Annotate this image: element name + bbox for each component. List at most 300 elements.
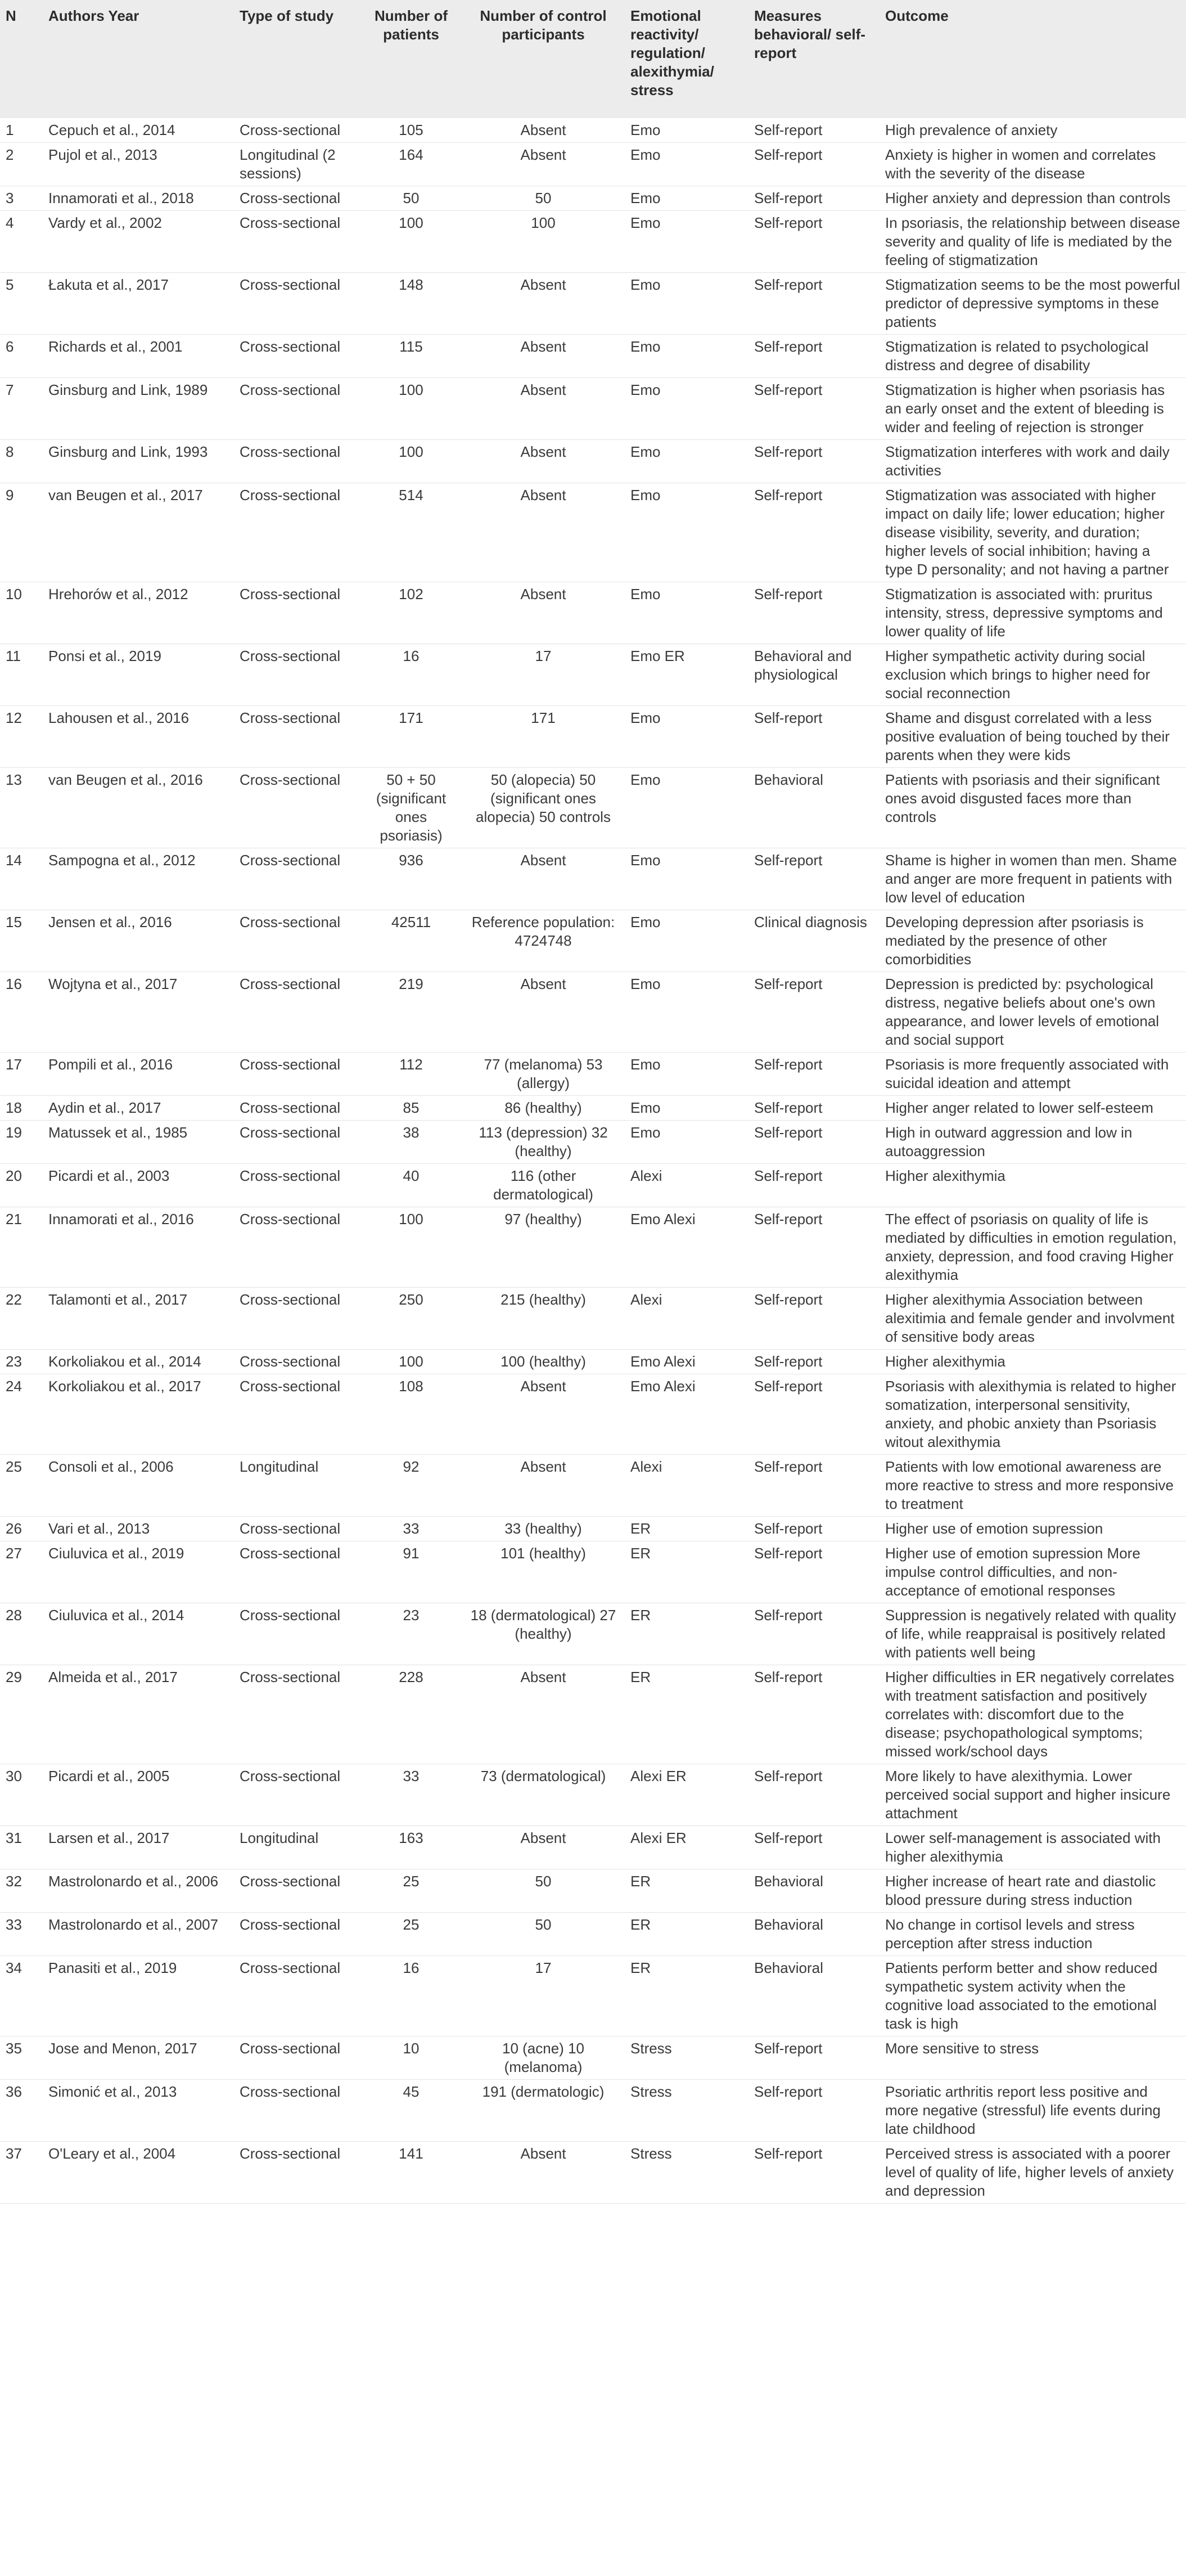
cell-emo: Stress (625, 2142, 748, 2204)
cell-emo: ER (625, 1956, 748, 2036)
cell-authors: Almeida et al., 2017 (43, 1665, 234, 1764)
cell-n: 7 (0, 378, 43, 440)
table-row (0, 440, 1186, 483)
cell-patients: 228 (360, 1665, 462, 1764)
cell-type: Cross-sectional (234, 1956, 360, 2036)
cell-outcome: Higher alexithymia Association between alexitimia and female gender and involvment of sensitive body areas (880, 1288, 1186, 1350)
table-row (0, 1288, 1186, 1350)
cell-n: 34 (0, 1956, 43, 2036)
table-row (0, 1913, 1186, 1956)
cell-controls: 33 (healthy) (462, 1517, 625, 1541)
cell-emo: Emo (625, 1053, 748, 1096)
cell-n: 33 (0, 1913, 43, 1956)
cell-type: Cross-sectional (234, 972, 360, 1053)
table-row (0, 335, 1186, 378)
table-row (0, 2080, 1186, 2142)
cell-controls: Reference population: 4724748 (462, 910, 625, 972)
cell-patients: 91 (360, 1541, 462, 1603)
cell-type: Cross-sectional (234, 1207, 360, 1288)
cell-authors: Korkoliakou et al., 2014 (43, 1350, 234, 1374)
cell-patients: 105 (360, 118, 462, 143)
cell-authors: Mastrolonardo et al., 2006 (43, 1869, 234, 1913)
cell-patients: 23 (360, 1603, 462, 1665)
cell-n: 12 (0, 706, 43, 768)
cell-controls: 97 (healthy) (462, 1207, 625, 1288)
cell-emo: Emo ER (625, 644, 748, 706)
cell-controls: 86 (healthy) (462, 1096, 625, 1121)
cell-controls: 10 (acne) 10 (melanoma) (462, 2036, 625, 2080)
table-row (0, 1121, 1186, 1164)
cell-type: Cross-sectional (234, 378, 360, 440)
table-row (0, 273, 1186, 335)
cell-n: 21 (0, 1207, 43, 1288)
table-row (0, 1374, 1186, 1455)
cell-type: Cross-sectional (234, 211, 360, 273)
cell-emo: Stress (625, 2080, 748, 2142)
cell-patients: 100 (360, 211, 462, 273)
cell-outcome: Higher alexithymia (880, 1164, 1186, 1207)
cell-authors: Vari et al., 2013 (43, 1517, 234, 1541)
cell-n: 9 (0, 483, 43, 582)
cell-controls: 17 (462, 1956, 625, 2036)
cell-measures: Self-report (748, 1374, 880, 1455)
cell-n: 18 (0, 1096, 43, 1121)
cell-outcome: Patients with psoriasis and their significant ones avoid disgusted faces more than controls (880, 768, 1186, 848)
cell-measures: Self-report (748, 1207, 880, 1288)
cell-controls: 101 (healthy) (462, 1541, 625, 1603)
table-body (0, 118, 1186, 2204)
cell-n: 13 (0, 768, 43, 848)
cell-outcome: The effect of psoriasis on quality of life is mediated by difficulties in emotion regulation, anxiety, depression, and food craving Higher alexithymia (880, 1207, 1186, 1288)
cell-n: 17 (0, 1053, 43, 1096)
cell-patients: 163 (360, 1826, 462, 1869)
cell-authors: Ciuluvica et al., 2014 (43, 1603, 234, 1665)
cell-emo: Emo (625, 143, 748, 186)
cell-measures: Clinical diagnosis (748, 910, 880, 972)
cell-type: Cross-sectional (234, 582, 360, 644)
cell-authors: Talamonti et al., 2017 (43, 1288, 234, 1350)
cell-authors: Lahousen et al., 2016 (43, 706, 234, 768)
cell-measures: Self-report (748, 1455, 880, 1517)
cell-type: Longitudinal (234, 1455, 360, 1517)
cell-emo: ER (625, 1517, 748, 1541)
cell-measures: Self-report (748, 483, 880, 582)
cell-patients: 219 (360, 972, 462, 1053)
table-row (0, 186, 1186, 211)
cell-emo: ER (625, 1665, 748, 1764)
cell-measures: Self-report (748, 143, 880, 186)
cell-type: Cross-sectional (234, 273, 360, 335)
cell-emo: Emo (625, 706, 748, 768)
cell-n: 5 (0, 273, 43, 335)
cell-authors: Larsen et al., 2017 (43, 1826, 234, 1869)
cell-measures: Self-report (748, 118, 880, 143)
cell-patients: 100 (360, 440, 462, 483)
cell-emo: Emo (625, 582, 748, 644)
cell-measures: Self-report (748, 1053, 880, 1096)
table-row (0, 1869, 1186, 1913)
header-n: N (0, 0, 43, 118)
cell-authors: Sampogna et al., 2012 (43, 848, 234, 910)
cell-outcome: More likely to have alexithymia. Lower perceived social support and higher insicure attachment (880, 1764, 1186, 1826)
cell-authors: Richards et al., 2001 (43, 335, 234, 378)
cell-n: 8 (0, 440, 43, 483)
cell-controls: 50 (alopecia) 50 (significant ones alopecia) 50 controls (462, 768, 625, 848)
table-row (0, 910, 1186, 972)
table-row (0, 1517, 1186, 1541)
cell-patients: 10 (360, 2036, 462, 2080)
cell-patients: 25 (360, 1913, 462, 1956)
cell-controls: 116 (other dermatological) (462, 1164, 625, 1207)
cell-patients: 92 (360, 1455, 462, 1517)
cell-outcome: Psoriatic arthritis report less positive and more negative (stressful) life events during late childhood (880, 2080, 1186, 2142)
cell-outcome: High prevalence of anxiety (880, 118, 1186, 143)
cell-type: Cross-sectional (234, 1164, 360, 1207)
cell-n: 25 (0, 1455, 43, 1517)
cell-measures: Self-report (748, 1121, 880, 1164)
cell-authors: Pujol et al., 2013 (43, 143, 234, 186)
cell-emo: Emo (625, 335, 748, 378)
cell-measures: Self-report (748, 1517, 880, 1541)
cell-type: Cross-sectional (234, 1764, 360, 1826)
cell-patients: 115 (360, 335, 462, 378)
cell-controls: 18 (dermatological) 27 (healthy) (462, 1603, 625, 1665)
cell-outcome: High in outward aggression and low in autoaggression (880, 1121, 1186, 1164)
cell-authors: Ponsi et al., 2019 (43, 644, 234, 706)
cell-measures: Self-report (748, 335, 880, 378)
cell-n: 37 (0, 2142, 43, 2204)
cell-outcome: Perceived stress is associated with a poorer level of quality of life, higher levels of anxiety and depression (880, 2142, 1186, 2204)
cell-authors: Wojtyna et al., 2017 (43, 972, 234, 1053)
cell-outcome: Lower self-management is associated with higher alexithymia (880, 1826, 1186, 1869)
table-row (0, 2036, 1186, 2080)
cell-emo: Emo Alexi (625, 1374, 748, 1455)
cell-n: 20 (0, 1164, 43, 1207)
cell-measures: Self-report (748, 1665, 880, 1764)
cell-authors: O'Leary et al., 2004 (43, 2142, 234, 2204)
cell-patients: 148 (360, 273, 462, 335)
cell-type: Cross-sectional (234, 644, 360, 706)
cell-controls: 50 (462, 1913, 625, 1956)
header-row (0, 0, 1186, 118)
cell-patients: 33 (360, 1517, 462, 1541)
cell-patients: 16 (360, 1956, 462, 2036)
cell-emo: Emo Alexi (625, 1207, 748, 1288)
cell-measures: Behavioral and physiological (748, 644, 880, 706)
cell-n: 11 (0, 644, 43, 706)
cell-controls: Absent (462, 2142, 625, 2204)
cell-n: 10 (0, 582, 43, 644)
cell-authors: Simonić et al., 2013 (43, 2080, 234, 2142)
header-type: Type of study (234, 0, 360, 118)
cell-authors: Cepuch et al., 2014 (43, 118, 234, 143)
cell-patients: 25 (360, 1869, 462, 1913)
cell-n: 15 (0, 910, 43, 972)
table-row (0, 644, 1186, 706)
cell-emo: Alexi (625, 1288, 748, 1350)
cell-measures: Behavioral (748, 1913, 880, 1956)
table-row (0, 118, 1186, 143)
cell-type: Cross-sectional (234, 335, 360, 378)
cell-controls: Absent (462, 440, 625, 483)
cell-outcome: No change in cortisol levels and stress perception after stress induction (880, 1913, 1186, 1956)
cell-n: 14 (0, 848, 43, 910)
cell-outcome: Developing depression after psoriasis is mediated by the presence of other comorbidities (880, 910, 1186, 972)
table-row (0, 483, 1186, 582)
cell-measures: Self-report (748, 378, 880, 440)
cell-outcome: Suppression is negatively related with quality of life, while reappraisal is positively related with patients well being (880, 1603, 1186, 1665)
cell-authors: Aydin et al., 2017 (43, 1096, 234, 1121)
cell-n: 19 (0, 1121, 43, 1164)
cell-controls: Absent (462, 1665, 625, 1764)
cell-emo: Emo (625, 440, 748, 483)
cell-controls: 215 (healthy) (462, 1288, 625, 1350)
cell-n: 1 (0, 118, 43, 143)
cell-measures: Self-report (748, 1096, 880, 1121)
header-emo: Emotional reactivity/ regulation/ alexithymia/ stress (625, 0, 748, 118)
cell-type: Cross-sectional (234, 1541, 360, 1603)
table-row (0, 1207, 1186, 1288)
cell-authors: Picardi et al., 2003 (43, 1164, 234, 1207)
cell-controls: 50 (462, 1869, 625, 1913)
table-header (0, 0, 1186, 118)
cell-measures: Self-report (748, 211, 880, 273)
cell-patients: 85 (360, 1096, 462, 1121)
cell-emo: Alexi (625, 1164, 748, 1207)
cell-patients: 100 (360, 378, 462, 440)
cell-controls: Absent (462, 378, 625, 440)
cell-emo: Emo (625, 273, 748, 335)
table-row (0, 706, 1186, 768)
cell-controls: 100 (462, 211, 625, 273)
cell-outcome: Stigmatization is higher when psoriasis has an early onset and the extent of bleeding is wider and feeling of rejection is stronger (880, 378, 1186, 440)
cell-n: 24 (0, 1374, 43, 1455)
cell-type: Cross-sectional (234, 848, 360, 910)
cell-measures: Self-report (748, 1164, 880, 1207)
cell-emo: Emo (625, 211, 748, 273)
cell-patients: 936 (360, 848, 462, 910)
table-row (0, 1350, 1186, 1374)
cell-n: 35 (0, 2036, 43, 2080)
cell-n: 3 (0, 186, 43, 211)
cell-type: Cross-sectional (234, 1913, 360, 1956)
cell-measures: Self-report (748, 1350, 880, 1374)
cell-outcome: Shame is higher in women than men. Shame and anger are more frequent in patients with low level of education (880, 848, 1186, 910)
cell-measures: Self-report (748, 1288, 880, 1350)
cell-n: 22 (0, 1288, 43, 1350)
cell-patients: 112 (360, 1053, 462, 1096)
cell-emo: ER (625, 1541, 748, 1603)
table-row (0, 1956, 1186, 2036)
table-row (0, 768, 1186, 848)
cell-n: 26 (0, 1517, 43, 1541)
cell-patients: 42511 (360, 910, 462, 972)
cell-emo: Emo (625, 910, 748, 972)
cell-emo: Stress (625, 2036, 748, 2080)
cell-emo: Emo (625, 848, 748, 910)
cell-outcome: Anxiety is higher in women and correlates with the severity of the disease (880, 143, 1186, 186)
cell-type: Cross-sectional (234, 1869, 360, 1913)
cell-emo: Alexi ER (625, 1764, 748, 1826)
cell-n: 2 (0, 143, 43, 186)
cell-n: 16 (0, 972, 43, 1053)
table-row (0, 378, 1186, 440)
cell-measures: Self-report (748, 1541, 880, 1603)
cell-patients: 45 (360, 2080, 462, 2142)
cell-controls: 50 (462, 186, 625, 211)
cell-outcome: Higher sympathetic activity during social exclusion which brings to higher need for social reconnection (880, 644, 1186, 706)
header-controls: Number of control participants (462, 0, 625, 118)
cell-n: 6 (0, 335, 43, 378)
header-authors: Authors Year (43, 0, 234, 118)
cell-outcome: In psoriasis, the relationship between disease severity and quality of life is mediated by the feeling of stigmatization (880, 211, 1186, 273)
cell-authors: Innamorati et al., 2016 (43, 1207, 234, 1288)
cell-authors: van Beugen et al., 2016 (43, 768, 234, 848)
cell-n: 32 (0, 1869, 43, 1913)
cell-type: Cross-sectional (234, 483, 360, 582)
cell-measures: Self-report (748, 1603, 880, 1665)
cell-controls: 17 (462, 644, 625, 706)
cell-measures: Self-report (748, 2036, 880, 2080)
cell-type: Cross-sectional (234, 2080, 360, 2142)
cell-controls: 171 (462, 706, 625, 768)
cell-controls: Absent (462, 1826, 625, 1869)
cell-authors: Pompili et al., 2016 (43, 1053, 234, 1096)
table-row (0, 1455, 1186, 1517)
cell-patients: 38 (360, 1121, 462, 1164)
cell-patients: 250 (360, 1288, 462, 1350)
cell-emo: ER (625, 1913, 748, 1956)
cell-patients: 16 (360, 644, 462, 706)
cell-authors: Ciuluvica et al., 2019 (43, 1541, 234, 1603)
cell-measures: Self-report (748, 186, 880, 211)
cell-type: Cross-sectional (234, 1517, 360, 1541)
cell-authors: Picardi et al., 2005 (43, 1764, 234, 1826)
table-row (0, 1826, 1186, 1869)
cell-emo: ER (625, 1603, 748, 1665)
cell-measures: Self-report (748, 706, 880, 768)
cell-n: 28 (0, 1603, 43, 1665)
cell-measures: Self-report (748, 440, 880, 483)
cell-emo: Emo (625, 972, 748, 1053)
cell-n: 27 (0, 1541, 43, 1603)
cell-controls: 191 (dermatologic) (462, 2080, 625, 2142)
cell-authors: Ginsburg and Link, 1993 (43, 440, 234, 483)
cell-outcome: Higher anxiety and depression than controls (880, 186, 1186, 211)
cell-emo: Emo (625, 768, 748, 848)
cell-outcome: Higher use of emotion supression More impulse control difficulties, and non-acceptance of emotional responses (880, 1541, 1186, 1603)
table-row (0, 1764, 1186, 1826)
cell-n: 30 (0, 1764, 43, 1826)
header-measures: Measures behavioral/ self-report (748, 0, 880, 118)
cell-outcome: Higher use of emotion supression (880, 1517, 1186, 1541)
cell-controls: Absent (462, 1455, 625, 1517)
cell-type: Longitudinal (2 sessions) (234, 143, 360, 186)
cell-controls: Absent (462, 483, 625, 582)
cell-authors: Jose and Menon, 2017 (43, 2036, 234, 2080)
table-row (0, 1096, 1186, 1121)
cell-measures: Self-report (748, 848, 880, 910)
cell-type: Cross-sectional (234, 2142, 360, 2204)
cell-type: Cross-sectional (234, 1603, 360, 1665)
cell-emo: Emo Alexi (625, 1350, 748, 1374)
cell-emo: Alexi ER (625, 1826, 748, 1869)
cell-measures: Self-report (748, 1826, 880, 1869)
table-row (0, 143, 1186, 186)
cell-authors: Jensen et al., 2016 (43, 910, 234, 972)
cell-patients: 164 (360, 143, 462, 186)
cell-authors: Ginsburg and Link, 1989 (43, 378, 234, 440)
cell-outcome: Stigmatization was associated with higher impact on daily life; lower education; higher disease visibility, severity, and duration; higher levels of social inhibition; having a type D personality; and not having a partner (880, 483, 1186, 582)
cell-type: Cross-sectional (234, 910, 360, 972)
table-row (0, 972, 1186, 1053)
cell-authors: Panasiti et al., 2019 (43, 1956, 234, 2036)
cell-controls: Absent (462, 972, 625, 1053)
cell-outcome: Higher anger related to lower self-esteem (880, 1096, 1186, 1121)
cell-patients: 33 (360, 1764, 462, 1826)
cell-emo: Alexi (625, 1455, 748, 1517)
cell-patients: 102 (360, 582, 462, 644)
cell-authors: Innamorati et al., 2018 (43, 186, 234, 211)
cell-measures: Self-report (748, 1764, 880, 1826)
cell-authors: Matussek et al., 1985 (43, 1121, 234, 1164)
cell-controls: Absent (462, 273, 625, 335)
cell-outcome: Stigmatization is associated with: pruritus intensity, stress, depressive symptoms and lower quality of life (880, 582, 1186, 644)
cell-type: Cross-sectional (234, 1288, 360, 1350)
table-row (0, 582, 1186, 644)
cell-measures: Self-report (748, 972, 880, 1053)
cell-type: Cross-sectional (234, 768, 360, 848)
cell-controls: 113 (depression) 32 (healthy) (462, 1121, 625, 1164)
cell-patients: 50 + 50 (significant ones psoriasis) (360, 768, 462, 848)
cell-outcome: Patients with low emotional awareness are more reactive to stress and more responsive to treatment (880, 1455, 1186, 1517)
cell-type: Cross-sectional (234, 1096, 360, 1121)
cell-emo: ER (625, 1869, 748, 1913)
cell-authors: Vardy et al., 2002 (43, 211, 234, 273)
table-row (0, 1164, 1186, 1207)
cell-authors: Mastrolonardo et al., 2007 (43, 1913, 234, 1956)
cell-n: 23 (0, 1350, 43, 1374)
cell-outcome: Depression is predicted by: psychological distress, negative beliefs about one's own appearance, and lower levels of emotional and social support (880, 972, 1186, 1053)
cell-type: Cross-sectional (234, 186, 360, 211)
cell-type: Cross-sectional (234, 1121, 360, 1164)
cell-outcome: Higher difficulties in ER negatively correlates with treatment satisfaction and positively correlates with: discomfort due to the disease; psychopathological symptoms; missed work/school days (880, 1665, 1186, 1764)
cell-emo: Emo (625, 1121, 748, 1164)
cell-emo: Emo (625, 186, 748, 211)
cell-patients: 40 (360, 1164, 462, 1207)
cell-controls: Absent (462, 1374, 625, 1455)
cell-outcome: Higher increase of heart rate and diastolic blood pressure during stress induction (880, 1869, 1186, 1913)
cell-outcome: Shame and disgust correlated with a less positive evaluation of being touched by their parents when they were kids (880, 706, 1186, 768)
cell-measures: Self-report (748, 582, 880, 644)
cell-outcome: Stigmatization seems to be the most powerful predictor of depressive symptoms in these patients (880, 273, 1186, 335)
cell-type: Longitudinal (234, 1826, 360, 1869)
cell-authors: Hrehorów et al., 2012 (43, 582, 234, 644)
header-patients: Number of patients (360, 0, 462, 118)
cell-n: 36 (0, 2080, 43, 2142)
table-row (0, 1053, 1186, 1096)
cell-controls: 73 (dermatological) (462, 1764, 625, 1826)
cell-emo: Emo (625, 1096, 748, 1121)
cell-authors: Korkoliakou et al., 2017 (43, 1374, 234, 1455)
cell-patients: 100 (360, 1350, 462, 1374)
cell-type: Cross-sectional (234, 1053, 360, 1096)
cell-type: Cross-sectional (234, 1665, 360, 1764)
cell-measures: Self-report (748, 2080, 880, 2142)
cell-type: Cross-sectional (234, 440, 360, 483)
cell-authors: Consoli et al., 2006 (43, 1455, 234, 1517)
cell-measures: Self-report (748, 273, 880, 335)
